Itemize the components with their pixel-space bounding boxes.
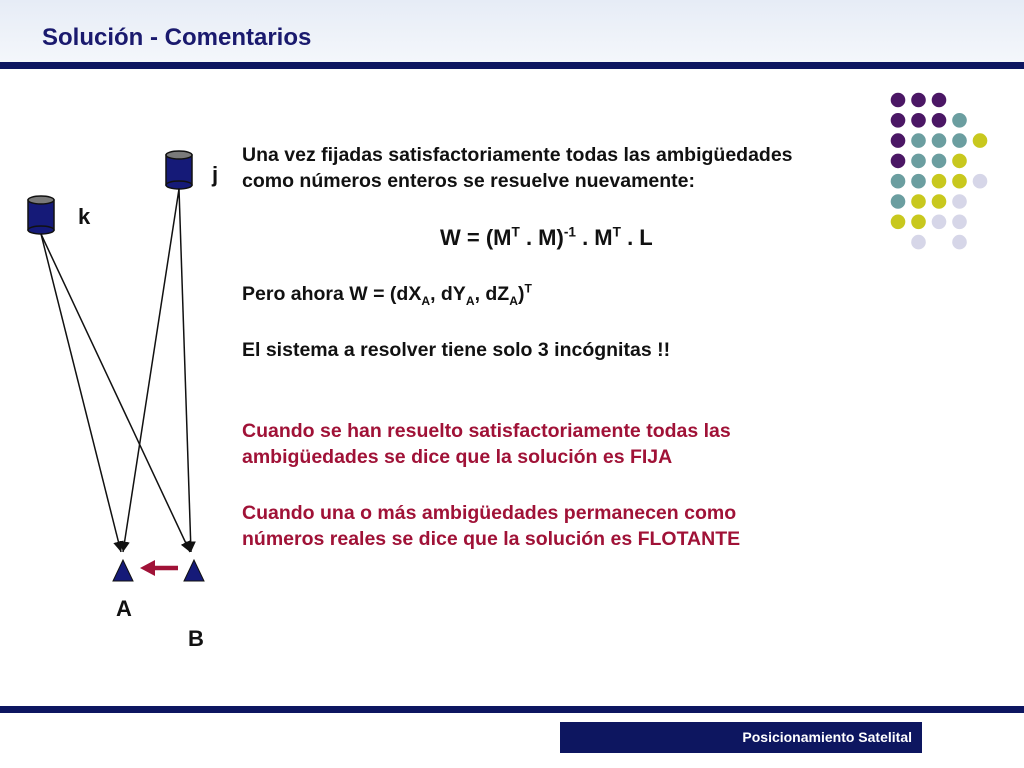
signal-line-k-a	[41, 234, 121, 552]
satellite-j-icon	[166, 151, 192, 189]
receiver-a-icon	[113, 560, 133, 581]
signal-line-j-a	[123, 189, 179, 552]
intro-line-2: como números enteros se resuelve nuevamente:	[242, 170, 696, 192]
footer-label: Posicionamiento Satelital	[560, 722, 922, 753]
flotante-line-2: números reales se dice que la solución es FLOTANTE	[242, 528, 741, 550]
fija-line-1: Cuando se han resuelto satisfactoriamente todas las	[242, 420, 731, 442]
intro-line-1: Una vez fijadas satisfactoriamente todas las ambigüedades	[242, 144, 793, 166]
receiver-b-icon	[184, 560, 204, 581]
flotante-line-1: Cuando una o más ambigüedades permanecen como	[242, 502, 737, 524]
arrow-left-icon	[140, 560, 178, 576]
sistema-line: El sistema a resolver tiene solo 3 incógnitas !!	[242, 339, 671, 361]
label-receiver-b: B	[188, 626, 204, 651]
pero-ahora-line: Pero ahora $W = (dX_A$, $dY_A$, $dZ_A)^T$	[242, 281, 532, 308]
signal-line-k-b	[41, 234, 190, 552]
formula-equation: $W = (M^T$ . M)$^{-1}$ . $M^T$ . L	[440, 224, 653, 250]
satellite-k-icon	[28, 196, 54, 234]
label-satellite-k: k	[78, 204, 91, 229]
footer-rule	[0, 706, 1024, 713]
slide-title: Solución - Comentarios	[42, 24, 312, 51]
label-satellite-j: j	[212, 162, 219, 187]
fija-line-2: ambigüedades se dice que la solución es FIJA	[242, 446, 673, 468]
label-receiver-a: A	[116, 596, 132, 621]
signal-line-j-b	[179, 189, 191, 552]
